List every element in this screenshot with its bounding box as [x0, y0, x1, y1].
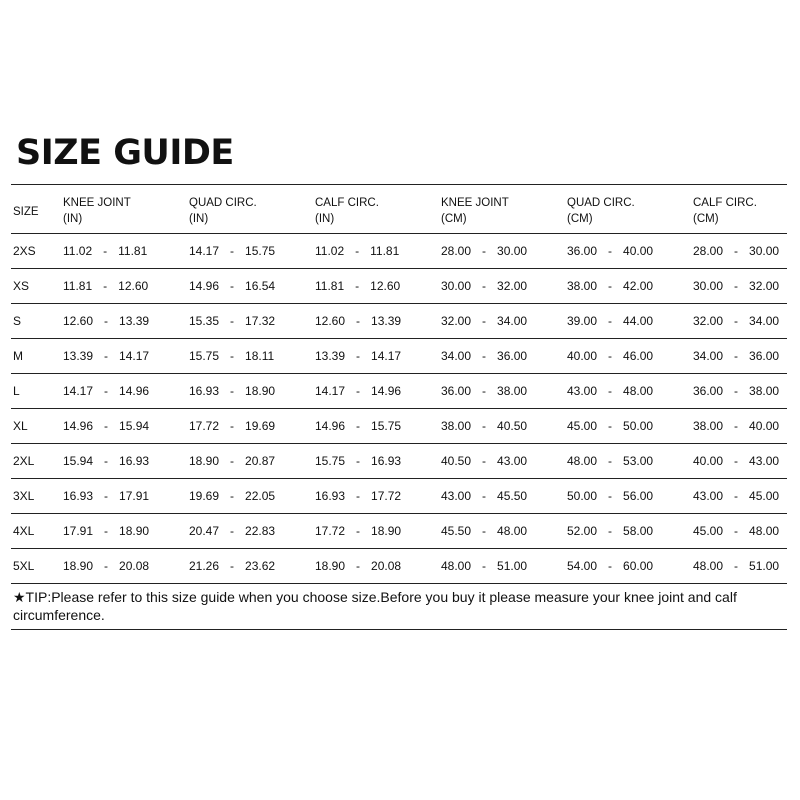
range-max: 14.17 [371, 349, 402, 363]
range-min: 12.60 [63, 314, 94, 328]
range-max: 20.87 [245, 454, 276, 468]
range-cell [315, 559, 401, 573]
range-separator: - [608, 244, 613, 258]
range-separator: - [104, 559, 109, 573]
range-separator: - [104, 384, 109, 398]
range-min: 15.75 [189, 349, 220, 363]
range-min: 12.60 [315, 314, 346, 328]
range-cell [63, 384, 149, 398]
range-min: 14.17 [189, 244, 220, 258]
size-cell: XS [13, 279, 30, 293]
range-max: 50.00 [623, 419, 654, 433]
range-cell [693, 314, 779, 328]
range-cell [441, 384, 527, 398]
size-guide-table [11, 184, 787, 630]
range-cell [189, 384, 275, 398]
range-max: 16.93 [119, 454, 150, 468]
column-header-label: KNEE JOINT [441, 197, 509, 209]
range-max: 11.81 [370, 244, 400, 258]
range-max: 51.00 [497, 559, 528, 573]
size-cell: L [13, 384, 20, 398]
range-min: 40.00 [693, 454, 724, 468]
range-max: 40.00 [623, 244, 654, 258]
range-min: 48.00 [441, 559, 472, 573]
range-max: 20.08 [371, 559, 402, 573]
range-cell [189, 454, 275, 468]
range-min: 40.00 [567, 349, 598, 363]
range-max: 11.81 [118, 244, 148, 258]
table-row [11, 374, 787, 408]
range-min: 38.00 [441, 419, 472, 433]
range-separator: - [608, 559, 613, 573]
range-cell [567, 524, 653, 538]
range-separator: - [230, 559, 235, 573]
range-separator: - [482, 384, 487, 398]
range-max: 38.00 [497, 384, 528, 398]
range-max: 19.69 [245, 419, 276, 433]
range-cell [441, 349, 527, 363]
column-header-unit: (IN) [63, 213, 83, 225]
range-cell [693, 349, 779, 363]
range-separator: - [230, 419, 235, 433]
range-min: 45.00 [693, 524, 724, 538]
range-max: 16.93 [371, 454, 402, 468]
range-max: 15.94 [119, 419, 150, 433]
range-max: 13.39 [119, 314, 150, 328]
range-separator: - [356, 349, 361, 363]
range-separator: - [734, 279, 739, 293]
range-cell [63, 349, 149, 363]
range-cell [189, 314, 275, 328]
range-min: 30.00 [693, 279, 724, 293]
range-separator: - [104, 524, 109, 538]
range-min: 16.93 [315, 489, 346, 503]
range-cell [189, 279, 275, 293]
range-max: 18.90 [371, 524, 402, 538]
range-cell [315, 314, 401, 328]
column-header-label: QUAD CIRC. [189, 197, 257, 209]
range-min: 16.93 [189, 384, 220, 398]
range-min: 18.90 [189, 454, 220, 468]
range-separator: - [734, 384, 739, 398]
range-separator: - [734, 454, 739, 468]
range-cell [567, 454, 653, 468]
range-separator: - [608, 524, 613, 538]
range-min: 28.00 [693, 244, 724, 258]
range-separator: - [608, 279, 613, 293]
range-separator: - [482, 244, 487, 258]
range-separator: - [356, 419, 361, 433]
range-cell [441, 489, 527, 503]
range-max: 48.00 [623, 384, 654, 398]
range-cell [441, 244, 527, 258]
column-header-quad-circ-cm [567, 195, 635, 227]
range-max: 42.00 [623, 279, 654, 293]
range-cell [315, 454, 401, 468]
range-min: 13.39 [315, 349, 346, 363]
range-cell [567, 419, 653, 433]
column-header-calf-circ-in [315, 195, 379, 227]
page-title: SIZE GUIDE [16, 133, 234, 173]
range-min: 45.00 [567, 419, 598, 433]
range-max: 40.00 [749, 419, 780, 433]
range-cell [315, 384, 401, 398]
range-min: 17.72 [189, 419, 220, 433]
range-min: 34.00 [441, 349, 472, 363]
range-min: 50.00 [567, 489, 598, 503]
range-cell [189, 524, 275, 538]
range-max: 43.00 [497, 454, 528, 468]
range-cell [63, 314, 149, 328]
range-cell [63, 244, 147, 258]
column-header-knee-joint-in [63, 195, 131, 227]
range-min: 43.00 [567, 384, 598, 398]
range-cell [315, 244, 399, 258]
range-min: 45.50 [441, 524, 472, 538]
range-cell [63, 419, 149, 433]
range-min: 20.47 [189, 524, 220, 538]
range-separator: - [608, 419, 613, 433]
range-separator: - [734, 314, 739, 328]
range-max: 40.50 [497, 419, 528, 433]
column-header-unit: (IN) [189, 213, 209, 225]
range-max: 16.54 [245, 279, 276, 293]
range-separator: - [104, 454, 109, 468]
range-cell [441, 454, 527, 468]
range-separator: - [104, 419, 109, 433]
range-min: 34.00 [693, 349, 724, 363]
range-min: 48.00 [693, 559, 724, 573]
range-separator: - [356, 524, 361, 538]
range-cell [441, 314, 527, 328]
range-cell [315, 489, 401, 503]
column-header-label: KNEE JOINT [63, 197, 131, 209]
range-max: 15.75 [245, 244, 276, 258]
range-separator: - [608, 349, 613, 363]
range-max: 18.90 [245, 384, 276, 398]
range-separator: - [356, 489, 361, 503]
range-max: 36.00 [749, 349, 780, 363]
range-min: 39.00 [567, 314, 598, 328]
range-separator: - [103, 279, 108, 293]
range-cell [189, 419, 275, 433]
range-min: 32.00 [693, 314, 724, 328]
range-max: 14.96 [371, 384, 402, 398]
range-min: 28.00 [441, 244, 472, 258]
table-row [11, 514, 787, 548]
range-cell [567, 314, 653, 328]
range-max: 32.00 [749, 279, 780, 293]
size-cell: 2XL [13, 454, 35, 468]
range-cell [441, 419, 527, 433]
range-cell [567, 349, 653, 363]
range-separator: - [104, 314, 109, 328]
size-cell: M [13, 349, 23, 363]
range-separator: - [230, 524, 235, 538]
range-min: 14.96 [63, 419, 94, 433]
range-min: 14.17 [315, 384, 346, 398]
range-min: 52.00 [567, 524, 598, 538]
range-min: 11.02 [315, 244, 345, 258]
range-min: 18.90 [315, 559, 346, 573]
range-separator: - [104, 489, 109, 503]
range-max: 46.00 [623, 349, 654, 363]
range-max: 32.00 [497, 279, 528, 293]
range-cell [567, 559, 653, 573]
range-min: 15.35 [189, 314, 220, 328]
range-separator: - [734, 349, 739, 363]
range-separator: - [230, 454, 235, 468]
range-separator: - [734, 524, 739, 538]
range-max: 22.83 [245, 524, 276, 538]
range-separator: - [355, 279, 360, 293]
range-min: 16.93 [63, 489, 94, 503]
range-max: 48.00 [497, 524, 528, 538]
range-max: 15.75 [371, 419, 402, 433]
range-max: 45.50 [497, 489, 528, 503]
size-cell: S [13, 314, 22, 328]
table-row [11, 304, 787, 338]
range-max: 12.60 [370, 279, 401, 293]
range-min: 17.91 [63, 524, 94, 538]
range-cell [567, 279, 653, 293]
range-max: 34.00 [497, 314, 528, 328]
range-min: 13.39 [63, 349, 94, 363]
range-separator: - [482, 454, 487, 468]
range-min: 14.17 [63, 384, 94, 398]
range-min: 18.90 [63, 559, 94, 573]
size-cell: 4XL [13, 524, 35, 538]
range-max: 43.00 [749, 454, 780, 468]
range-cell [189, 559, 275, 573]
range-cell [189, 244, 275, 258]
range-separator: - [230, 314, 235, 328]
range-max: 56.00 [623, 489, 654, 503]
range-cell [315, 419, 401, 433]
range-max: 20.08 [119, 559, 150, 573]
range-separator: - [734, 244, 739, 258]
size-cell: 2XS [13, 244, 36, 258]
range-max: 48.00 [749, 524, 780, 538]
size-cell: XL [13, 419, 28, 433]
range-max: 45.00 [749, 489, 780, 503]
range-separator: - [230, 244, 235, 258]
range-separator: - [356, 454, 361, 468]
table-row [11, 409, 787, 443]
range-cell [693, 244, 779, 258]
range-cell [693, 279, 779, 293]
range-max: 30.00 [749, 244, 780, 258]
range-min: 19.69 [189, 489, 220, 503]
range-cell [189, 349, 274, 363]
range-min: 32.00 [441, 314, 472, 328]
tip-note: ★TIP:Please refer to this size guide when you choose size.Before you buy it please measure your knee joint and calf circumference. [13, 589, 737, 623]
range-separator: - [608, 454, 613, 468]
range-cell [693, 524, 779, 538]
range-max: 23.62 [245, 559, 276, 573]
range-min: 54.00 [567, 559, 598, 573]
range-separator: - [356, 314, 361, 328]
range-separator: - [734, 559, 739, 573]
range-separator: - [482, 559, 487, 573]
range-separator: - [230, 489, 235, 503]
range-max: 12.60 [118, 279, 149, 293]
column-header-quad-circ-in [189, 195, 257, 227]
table-header-row [11, 185, 787, 233]
range-cell [441, 524, 527, 538]
range-separator: - [355, 244, 360, 258]
range-min: 11.81 [315, 279, 345, 293]
range-cell [315, 349, 401, 363]
range-min: 36.00 [441, 384, 472, 398]
range-cell [63, 559, 149, 573]
range-min: 38.00 [693, 419, 724, 433]
range-max: 44.00 [623, 314, 654, 328]
range-max: 18.90 [119, 524, 150, 538]
range-min: 11.02 [63, 244, 93, 258]
range-max: 14.96 [119, 384, 150, 398]
range-min: 14.96 [315, 419, 346, 433]
range-min: 15.94 [63, 454, 94, 468]
range-min: 40.50 [441, 454, 472, 468]
range-max: 58.00 [623, 524, 654, 538]
column-header-label: QUAD CIRC. [567, 197, 635, 209]
range-max: 34.00 [749, 314, 780, 328]
range-min: 36.00 [693, 384, 724, 398]
range-min: 17.72 [315, 524, 346, 538]
range-cell [693, 489, 779, 503]
range-max: 18.11 [245, 349, 275, 363]
range-separator: - [230, 384, 235, 398]
range-separator: - [356, 559, 361, 573]
size-cell: 5XL [13, 559, 35, 573]
range-separator: - [734, 419, 739, 433]
range-separator: - [103, 244, 108, 258]
table-row [11, 269, 787, 303]
column-header-unit: (IN) [315, 213, 335, 225]
range-max: 38.00 [749, 384, 780, 398]
range-cell [567, 244, 653, 258]
range-separator: - [104, 349, 109, 363]
table-body [11, 234, 787, 584]
range-cell [63, 279, 148, 293]
range-max: 22.05 [245, 489, 276, 503]
column-header-label: CALF CIRC. [693, 197, 757, 209]
column-header-calf-circ-cm [693, 195, 757, 227]
range-cell [693, 559, 779, 573]
table-row [11, 549, 787, 583]
range-max: 36.00 [497, 349, 528, 363]
range-min: 15.75 [315, 454, 346, 468]
range-cell [693, 419, 779, 433]
column-header-knee-joint-cm [441, 195, 509, 227]
range-cell [63, 454, 149, 468]
range-max: 17.72 [371, 489, 402, 503]
range-separator: - [356, 384, 361, 398]
table-row [11, 339, 787, 373]
range-max: 60.00 [623, 559, 654, 573]
range-min: 48.00 [567, 454, 598, 468]
range-cell [63, 524, 149, 538]
range-separator: - [734, 489, 739, 503]
range-separator: - [482, 279, 487, 293]
range-cell [315, 524, 401, 538]
table-bottom-rule [11, 629, 787, 630]
column-header-unit: (CM) [441, 213, 467, 225]
range-separator: - [230, 279, 235, 293]
range-cell [693, 454, 779, 468]
range-cell [441, 279, 527, 293]
range-min: 21.26 [189, 559, 220, 573]
range-min: 43.00 [693, 489, 724, 503]
column-header-unit: (CM) [567, 213, 593, 225]
range-separator: - [482, 314, 487, 328]
range-min: 11.81 [63, 279, 93, 293]
range-min: 38.00 [567, 279, 598, 293]
range-max: 17.91 [119, 489, 150, 503]
table-row [11, 234, 787, 268]
range-max: 51.00 [749, 559, 780, 573]
range-cell [315, 279, 400, 293]
range-max: 13.39 [371, 314, 402, 328]
range-max: 30.00 [497, 244, 528, 258]
range-min: 43.00 [441, 489, 472, 503]
range-cell [567, 489, 653, 503]
column-header-size: SIZE [13, 206, 39, 218]
table-row [11, 444, 787, 478]
range-separator: - [608, 384, 613, 398]
range-separator: - [482, 489, 487, 503]
range-separator: - [482, 419, 487, 433]
range-max: 14.17 [119, 349, 150, 363]
range-separator: - [482, 524, 487, 538]
range-separator: - [230, 349, 235, 363]
table-row [11, 479, 787, 513]
column-header-label: CALF CIRC. [315, 197, 379, 209]
range-min: 30.00 [441, 279, 472, 293]
range-separator: - [482, 349, 487, 363]
column-header-unit: (CM) [693, 213, 719, 225]
size-cell: 3XL [13, 489, 35, 503]
range-cell [441, 559, 527, 573]
range-min: 14.96 [189, 279, 220, 293]
range-cell [693, 384, 779, 398]
range-separator: - [608, 489, 613, 503]
range-cell [189, 489, 275, 503]
range-max: 17.32 [245, 314, 276, 328]
range-cell [567, 384, 653, 398]
range-min: 36.00 [567, 244, 598, 258]
range-cell [63, 489, 149, 503]
range-max: 53.00 [623, 454, 654, 468]
range-separator: - [608, 314, 613, 328]
